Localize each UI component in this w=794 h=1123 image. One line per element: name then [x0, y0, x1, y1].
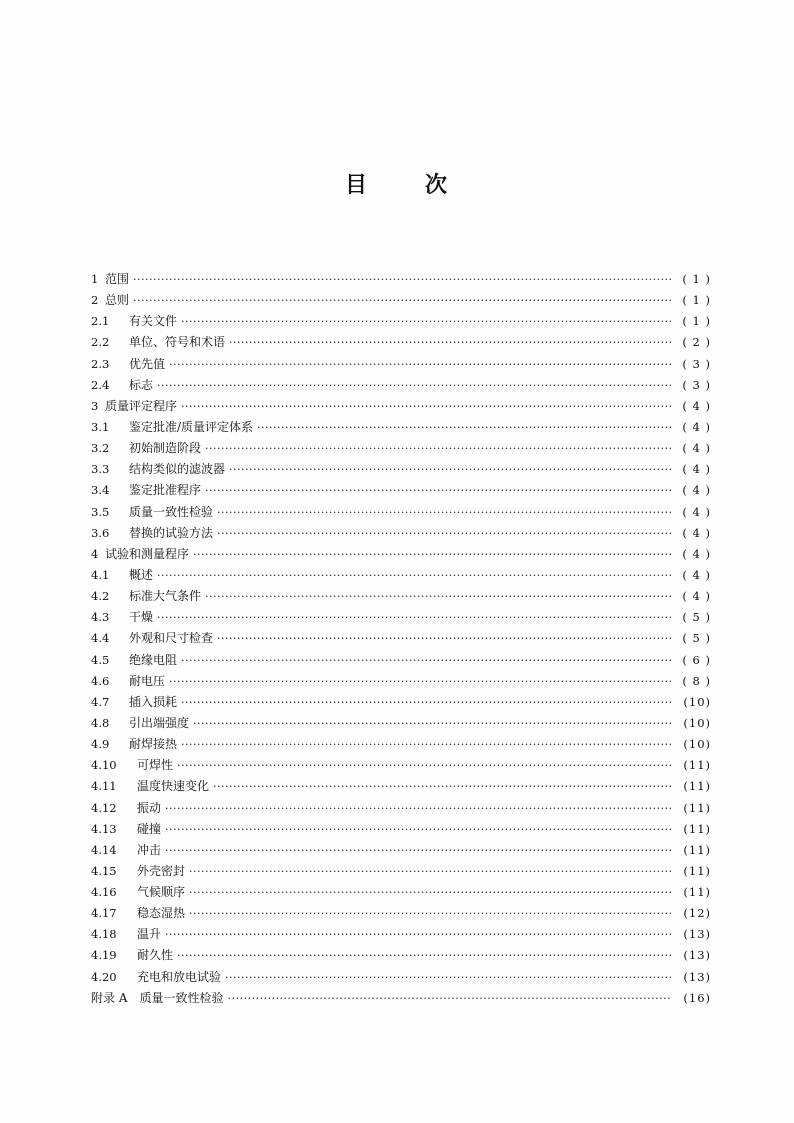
toc-entry-number: 4	[91, 546, 99, 561]
toc-entry-page: ( 4 )	[682, 462, 711, 477]
toc-dot-leader	[257, 417, 671, 438]
toc-entry-page: ( 2 )	[682, 335, 711, 350]
toc-dot-leader	[189, 861, 671, 882]
toc-entry-number: 4.8	[91, 715, 110, 730]
toc-entry[interactable]	[91, 967, 711, 988]
toc-entry[interactable]	[91, 290, 711, 311]
toc-entry-page: ( 4 )	[682, 441, 711, 456]
toc-entry-label: 绝缘电阻	[129, 652, 178, 667]
toc-entry-page: ( 1 )	[682, 271, 711, 286]
toc-entry-number: 4.7	[91, 694, 110, 709]
toc-dot-leader	[181, 396, 671, 417]
toc-entry-label: 附录 A 质量一致性检验	[91, 990, 224, 1005]
toc-entry-page: ( 4 )	[682, 525, 711, 540]
toc-entry[interactable]	[91, 354, 711, 375]
toc-entry-label: 插入损耗	[129, 694, 178, 709]
toc-entry[interactable]	[91, 798, 711, 819]
toc-entry-page: ( 8 )	[682, 673, 711, 688]
toc-dot-leader	[205, 481, 671, 502]
toc-entry-page: ( 3 )	[682, 377, 711, 392]
toc-entry[interactable]	[91, 565, 711, 586]
toc-entry-label: 标志	[129, 377, 154, 392]
toc-dot-leader	[225, 967, 671, 988]
toc-dot-leader	[181, 650, 671, 671]
toc-entry-page: ( 4 )	[682, 504, 711, 519]
toc-entry-number: 4.6	[91, 673, 110, 688]
toc-entry-number: 4.17	[91, 906, 117, 921]
title-char-2: 次	[425, 173, 450, 198]
toc-entry-number: 3.4	[91, 483, 110, 498]
toc-entry-page: ( 4 )	[682, 419, 711, 434]
toc-dot-leader	[165, 840, 671, 861]
toc-entry-number: 4.9	[91, 737, 110, 752]
toc-entry-number: 4.3	[91, 610, 110, 625]
toc-entry-page: ( 4 )	[682, 546, 711, 561]
toc-dot-leader	[217, 629, 671, 650]
toc-entry[interactable]	[91, 417, 711, 438]
toc-entry-label: 干燥	[129, 610, 154, 625]
toc-entry[interactable]	[91, 988, 711, 1009]
toc-dot-leader	[229, 333, 671, 354]
toc-entry[interactable]	[91, 523, 711, 544]
table-of-contents	[91, 269, 711, 1009]
toc-entry-page: ( 1 )	[682, 293, 711, 308]
toc-entry-number: 4.2	[91, 589, 110, 604]
toc-entry[interactable]	[91, 586, 711, 607]
toc-entry-label: 概述	[129, 567, 154, 582]
toc-entry[interactable]	[91, 480, 711, 501]
toc-entry-page: ( 5 )	[682, 610, 711, 625]
toc-dot-leader	[189, 903, 671, 924]
toc-dot-leader	[177, 946, 671, 967]
toc-entry-label: 碰撞	[137, 821, 162, 836]
toc-dot-leader	[157, 375, 671, 396]
toc-entry-number: 2.4	[91, 377, 110, 392]
toc-dot-leader	[133, 290, 671, 311]
toc-entry-label: 耐久性	[137, 948, 174, 963]
toc-entry-label: 鉴定批准/质量评定体系	[129, 419, 254, 434]
toc-entry-label: 范围	[105, 271, 130, 286]
toc-dot-leader	[169, 354, 671, 375]
toc-entry-page: (13)	[683, 927, 711, 942]
toc-entry-page: (11)	[683, 800, 711, 815]
toc-entry-label: 冲击	[137, 842, 162, 857]
toc-entry-page: (11)	[683, 779, 711, 794]
toc-entry-label: 质量评定程序	[105, 398, 178, 413]
toc-entry-label: 温升	[137, 927, 162, 942]
toc-entry-label: 稳态湿热	[137, 906, 186, 921]
toc-entry-number: 4.18	[91, 927, 117, 942]
toc-entry-page: (13)	[683, 948, 711, 963]
toc-entry-number: 2	[91, 293, 99, 308]
toc-entry-label: 替换的试验方法	[129, 525, 214, 540]
toc-dot-leader	[165, 798, 671, 819]
toc-entry-page: ( 4 )	[682, 398, 711, 413]
toc-entry-page: (11)	[683, 821, 711, 836]
toc-entry[interactable]	[91, 375, 711, 396]
toc-entry[interactable]	[91, 840, 711, 861]
toc-entry[interactable]	[91, 438, 711, 459]
toc-entry[interactable]	[91, 502, 711, 523]
toc-entry-label: 充电和放电试验	[137, 969, 222, 984]
toc-entry-label: 振动	[137, 800, 162, 815]
toc-entry[interactable]	[91, 607, 711, 628]
toc-dot-leader	[217, 502, 671, 523]
toc-entry[interactable]	[91, 544, 711, 565]
toc-entry-page: ( 1 )	[682, 314, 711, 329]
toc-entry[interactable]	[91, 269, 711, 290]
toc-entry-page: ( 4 )	[682, 567, 711, 582]
toc-entry-number: 4.11	[91, 779, 117, 794]
toc-dot-leader	[157, 607, 671, 628]
toc-entry-label: 外壳密封	[137, 863, 186, 878]
toc-entry-number: 4.19	[91, 948, 117, 963]
toc-entry-page: (11)	[683, 885, 711, 900]
toc-entry[interactable]	[91, 396, 711, 417]
toc-entry-page: (10)	[683, 694, 711, 709]
toc-entry[interactable]	[91, 776, 711, 797]
toc-entry-number: 3.3	[91, 462, 110, 477]
toc-dot-leader	[165, 819, 671, 840]
toc-entry-number: 3.5	[91, 504, 110, 519]
toc-entry-page: (12)	[683, 906, 711, 921]
toc-entry-number: 1	[91, 271, 99, 286]
toc-entry[interactable]	[91, 946, 711, 967]
toc-entry-number: 2.3	[91, 356, 110, 371]
toc-dot-leader	[177, 755, 671, 776]
toc-dot-leader	[169, 671, 671, 692]
toc-entry-number: 4.12	[91, 800, 117, 815]
toc-dot-leader	[193, 713, 671, 734]
toc-entry-number: 3.2	[91, 441, 110, 456]
toc-entry[interactable]	[91, 924, 711, 945]
toc-entry[interactable]	[91, 459, 711, 480]
toc-dot-leader	[205, 438, 671, 459]
toc-entry-page: ( 3 )	[682, 356, 711, 371]
toc-entry[interactable]	[91, 882, 711, 903]
title-char-1: 目	[344, 173, 369, 198]
toc-dot-leader	[227, 988, 671, 1009]
toc-entry-number: 4.1	[91, 567, 110, 582]
toc-entry-label: 总则	[105, 293, 130, 308]
toc-entry[interactable]	[91, 734, 711, 755]
toc-entry-number: 4.14	[91, 842, 117, 857]
toc-entry-page: ( 6 )	[682, 652, 711, 667]
toc-dot-leader	[181, 311, 671, 332]
toc-dot-leader	[181, 734, 671, 755]
toc-entry-page: ( 4 )	[682, 483, 711, 498]
toc-entry-page: (10)	[683, 715, 711, 730]
toc-entry-page: (13)	[683, 969, 711, 984]
toc-entry-number: 4.15	[91, 863, 117, 878]
toc-entry-label: 温度快速变化	[137, 779, 210, 794]
toc-entry[interactable]	[91, 332, 711, 353]
toc-entry[interactable]	[91, 713, 711, 734]
toc-dot-leader	[229, 459, 671, 480]
toc-dot-leader	[217, 523, 671, 544]
toc-entry-label: 有关文件	[129, 314, 178, 329]
toc-entry-page: (11)	[683, 842, 711, 857]
toc-entry-label: 初始制造阶段	[129, 441, 202, 456]
toc-entry-page: ( 5 )	[682, 631, 711, 646]
toc-entry-label: 外观和尺寸检查	[129, 631, 214, 646]
toc-entry-number: 4.4	[91, 631, 110, 646]
toc-entry-number: 4.5	[91, 652, 110, 667]
toc-entry[interactable]	[91, 650, 711, 671]
page-title	[0, 168, 794, 199]
toc-entry-number: 4.13	[91, 821, 117, 836]
toc-dot-leader	[213, 777, 671, 798]
toc-entry[interactable]	[91, 819, 711, 840]
toc-entry[interactable]	[91, 628, 711, 649]
toc-entry-number: 4.20	[91, 969, 117, 984]
toc-dot-leader	[165, 925, 671, 946]
toc-entry-label: 结构类似的滤波器	[129, 462, 226, 477]
toc-entry-label: 单位、符号和术语	[129, 335, 226, 350]
toc-entry-label: 标准大气条件	[129, 589, 202, 604]
toc-entry-number: 3.1	[91, 419, 110, 434]
toc-entry-page: (11)	[683, 863, 711, 878]
toc-entry-label: 可焊性	[137, 758, 174, 773]
toc-entry[interactable]	[91, 692, 711, 713]
toc-entry[interactable]	[91, 861, 711, 882]
toc-entry-number: 2.1	[91, 314, 110, 329]
toc-dot-leader	[193, 544, 671, 565]
toc-entry[interactable]	[91, 311, 711, 332]
toc-entry-number: 4.10	[91, 758, 117, 773]
toc-entry[interactable]	[91, 903, 711, 924]
toc-entry-label: 耐电压	[129, 673, 166, 688]
toc-entry-number: 2.2	[91, 335, 110, 350]
toc-entry-label: 优先值	[129, 356, 166, 371]
toc-dot-leader	[205, 586, 671, 607]
toc-dot-leader	[181, 692, 671, 713]
toc-entry-label: 鉴定批准程序	[129, 483, 202, 498]
toc-entry-label: 气候顺序	[137, 885, 186, 900]
toc-entry-label: 质量一致性检验	[129, 504, 214, 519]
toc-entry-page: (10)	[683, 737, 711, 752]
toc-entry-page: ( 4 )	[682, 589, 711, 604]
toc-dot-leader	[133, 269, 671, 290]
toc-entry-number: 3	[91, 398, 99, 413]
toc-entry-label: 引出端强度	[129, 715, 190, 730]
toc-entry-page: (16)	[683, 990, 711, 1005]
toc-dot-leader	[157, 565, 671, 586]
toc-entry-number: 4.16	[91, 885, 117, 900]
toc-entry-number: 3.6	[91, 525, 110, 540]
toc-entry-label: 耐焊接热	[129, 737, 178, 752]
toc-entry[interactable]	[91, 671, 711, 692]
toc-entry-page: (11)	[683, 758, 711, 773]
toc-entry-label: 试验和测量程序	[105, 546, 190, 561]
toc-dot-leader	[189, 882, 671, 903]
toc-entry[interactable]	[91, 755, 711, 776]
